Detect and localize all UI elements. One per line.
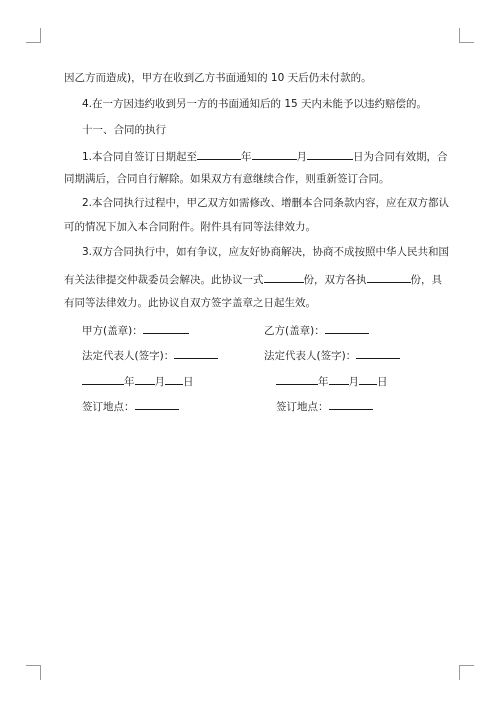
blank-year — [276, 373, 318, 385]
place-a-label: 签订地点： — [82, 401, 135, 413]
blank-legal-rep-a — [174, 347, 218, 359]
corner-mark-top-left — [26, 28, 41, 43]
clause-1-line-2: 同期满后，合同自行解除。如果双方有意继续合作，则重新签订合同。 — [64, 173, 390, 185]
blank-each-copies — [367, 271, 411, 283]
legal-rep-a — [82, 347, 218, 363]
blank-day — [359, 373, 377, 385]
party-b-seal — [264, 322, 369, 338]
signing-place-b — [276, 398, 373, 414]
corner-mark-bottom-right — [459, 665, 474, 680]
blank-place-b — [329, 398, 373, 410]
text: 有关法律提交仲裁委员会解决。此协议一式 — [64, 274, 264, 286]
place-b-label: 签订地点： — [276, 401, 329, 413]
party-b-label: 乙方(盖章)： — [264, 325, 325, 337]
text: 日 — [377, 376, 388, 388]
legal-rep-b-label: 法定代表人(签字)： — [264, 350, 357, 362]
blank-month — [329, 373, 349, 385]
text: 月 — [296, 151, 308, 163]
signing-place-a — [82, 398, 179, 414]
party-a-label: 甲方(盖章)： — [82, 325, 143, 337]
clause-2-line-2: 可的情况下加入本合同附件。附件具有同等法律效力。 — [64, 221, 316, 233]
text: 日为合同有效期，合 — [353, 151, 448, 163]
text: 年 — [318, 376, 329, 388]
clause-3-line-1: 3.双方合同执行中，如有争议，应友好协商解决，协商不成按照中华人民共和国 — [82, 246, 450, 258]
paragraph-line: 4.在一方因违约收到另一方的书面通知后的 15 天内未能予以违约赔偿的。 — [82, 98, 428, 110]
date-a — [82, 373, 194, 389]
legal-rep-b — [264, 347, 400, 363]
blank-party-b — [325, 322, 369, 334]
blank-copies — [264, 271, 304, 283]
date-b — [276, 373, 388, 389]
legal-rep-a-label: 法定代表人(签字)： — [82, 350, 175, 362]
text: 年 — [124, 376, 135, 388]
clause-2-line-1: 2.本合同执行过程中，甲乙双方如需修改、增删本合同条款内容，应在双方都认 — [82, 197, 450, 209]
corner-mark-top-right — [459, 28, 474, 43]
text: 份，具 — [410, 274, 442, 286]
party-a-seal — [82, 322, 189, 338]
text: 年 — [241, 151, 252, 163]
blank-year — [82, 373, 124, 385]
text: 月 — [154, 376, 165, 388]
blank-month — [252, 148, 297, 160]
clause-3-line-2 — [64, 271, 442, 287]
blank-party-a — [143, 322, 189, 334]
corner-mark-bottom-left — [26, 665, 41, 680]
blank-day — [307, 148, 353, 160]
blank-place-a — [135, 398, 179, 410]
blank-legal-rep-b — [356, 347, 400, 359]
blank-month — [135, 373, 155, 385]
blank-day — [165, 373, 183, 385]
clause-3-line-3: 有同等法律效力。此协议自双方签字盖章之日起生效。 — [64, 297, 316, 309]
paragraph-line: 因乙方而造成)，甲方在收到乙方书面通知的 10 天后仍未付款的。 — [64, 72, 372, 84]
text: 1.本合同自签订日期起至 — [82, 151, 198, 163]
text: 日 — [183, 376, 194, 388]
text: 份，双方各执 — [303, 274, 367, 286]
text: 月 — [348, 376, 359, 388]
section-heading: 十一、合同的执行 — [82, 124, 166, 136]
clause-1-line-1 — [82, 148, 448, 164]
blank-year — [197, 148, 241, 160]
